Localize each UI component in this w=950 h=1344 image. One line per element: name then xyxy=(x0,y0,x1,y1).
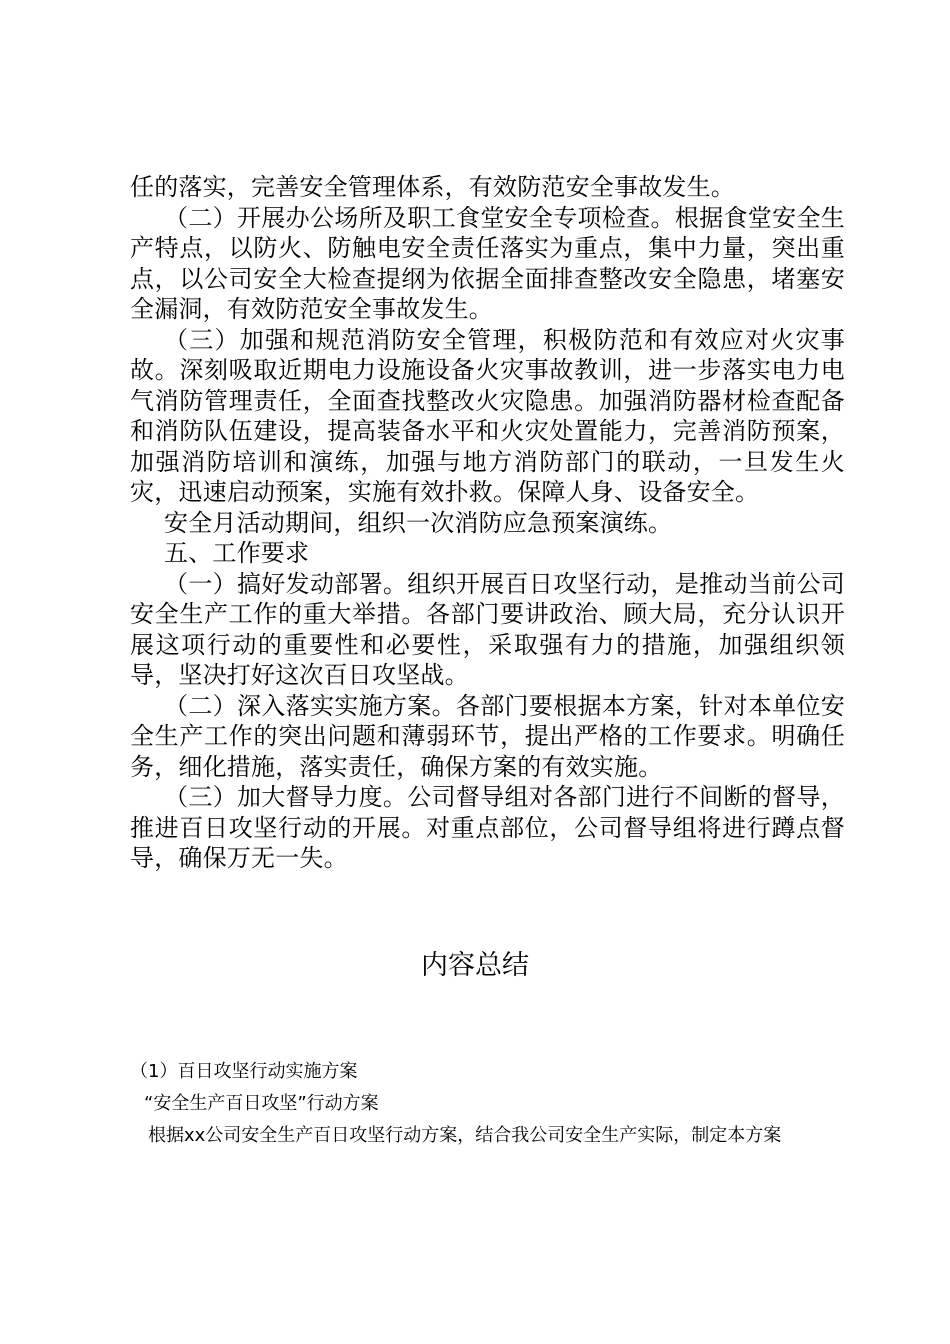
section-heading: 五、工作要求 xyxy=(164,539,310,567)
summary-line: （1）百日攻坚行动实施方案 xyxy=(130,1061,358,1082)
summary-line: 根据xx公司安全生产百日攻坚行动方案，结合我公司安全生产实际，制定本方案 xyxy=(148,1125,782,1146)
paragraph: （二）深入落实实施方案。各部门要根据本方案，针对本单位安全生产工作的突出问题和薄弱环节，提出严格的工作要求。明确任务，细化措施，落实责任，确保方案的有效实施。 xyxy=(130,691,845,781)
paragraph: （一）搞好发动部署。组织开展百日攻坚行动，是推动当前公司安全生产工作的重大举措。各部门要讲政治、顾大局，充分认识开展这项行动的重要性和必要性，采取强有力的措施，加强组织领导，坚决打好这次百日攻坚战。 xyxy=(130,569,845,689)
summary-title: 内容总结 xyxy=(421,950,529,981)
paragraph: 任的落实，完善安全管理体系，有效防范安全事故发生。 xyxy=(130,173,735,201)
paragraph: （二）开展办公场所及职工食堂安全专项检查。根据食堂安全生产特点，以防火、防触电安全责任落实为重点，集中力量，突出重点，以公司安全大检查提纲为依据全面排查整改安全隐患，堵塞安全漏洞，有效防范安全事故发生。 xyxy=(130,203,845,323)
paragraph: （三）加大督导力度。公司督导组对各部门进行不间断的督导，推进百日攻坚行动的开展。对重点部位，公司督导组将进行蹲点督导，确保万无一失。 xyxy=(130,783,845,872)
paragraph: （三）加强和规范消防安全管理，积极防范和有效应对火灾事故。深刻吸取近期电力设施设备火灾事故教训，进一步落实电力电气消防管理责任，全面查找整改火灾隐患。加强消防器材检查配备和消防队伍建设，提高装备水平和火灾处置能力，完善消防预案，加强消防培训和演练，加强与地方消防部门的联动，一旦发生火灾，迅速启动预案，实施有效扑救。保障人身、设备安全。 xyxy=(130,325,845,506)
document-body xyxy=(130,172,845,874)
paragraph: 安全月活动期间，组织一次消防应急预案演练。 xyxy=(164,508,673,537)
summary-section xyxy=(130,1059,830,1148)
summary-line: “安全生产百日攻坚”行动方案 xyxy=(144,1093,379,1114)
